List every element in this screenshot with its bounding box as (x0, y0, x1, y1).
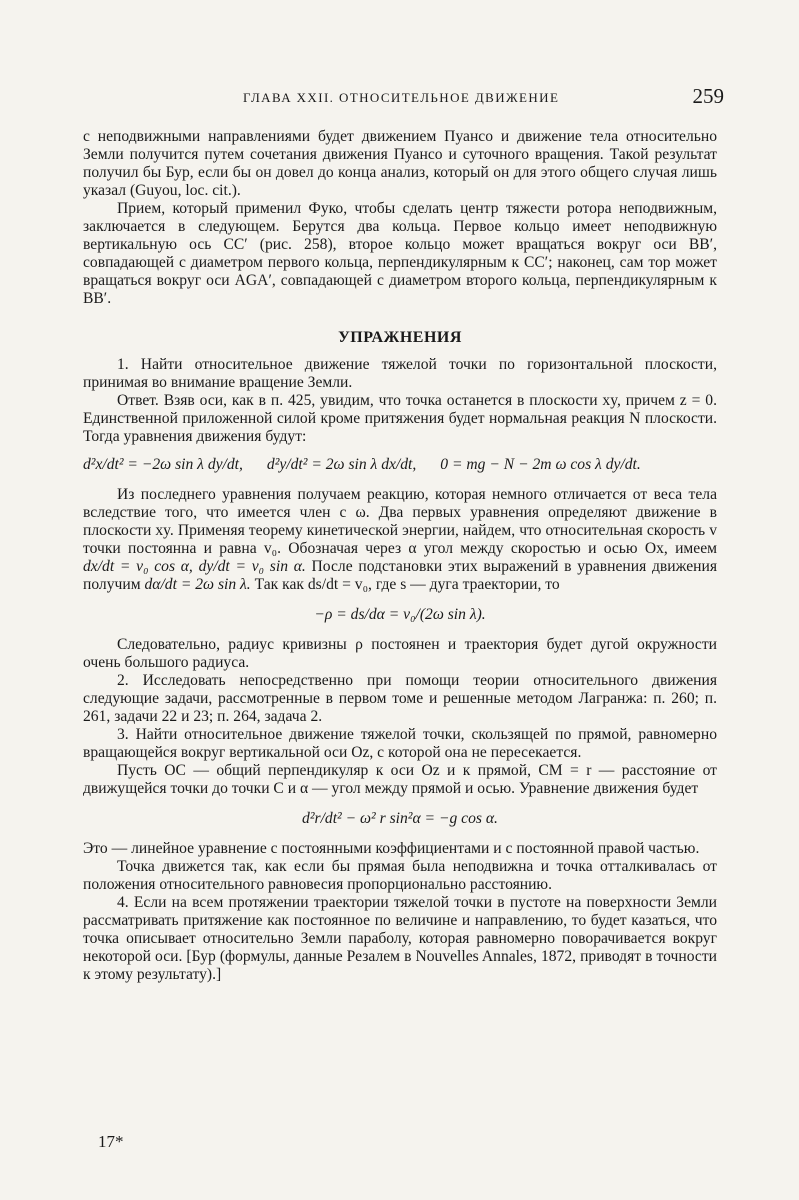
paragraph (83, 486, 717, 594)
paragraph: с неподвижными направлениями будет движением Пуансо и движение тела относительно Земли получится путем сочетания движения Пуансо и суточного вращения. Такой результат получил бы Бур, если бы он довел до конца анализ, который он для этого общего случая лишь указал (Guyou, loc. cit.). (83, 128, 717, 199)
equation-system (83, 456, 717, 474)
equation: d²y/dt² = 2ω sin λ dx/dt, (266, 456, 417, 473)
equation-display (83, 606, 717, 624)
text-run: Из последнего уравнения получаем реакцию, которая немного отличается от веса тела вследствие того, что имеется член с ω. Два первых уравнения определяют движение в плоскости xy. Применяя теорему кинетической энергии, найдем, что относительная скорость v точки постоянна и равна v₀. Обозначая через α угол между скоростью и осью Ox, имеем (83, 486, 717, 557)
equation: −ρ = ds/dα = v₀/(2ω sin λ). (314, 606, 486, 623)
paragraph: Это — линейное уравнение с постоянными коэффициентами и с постоянной правой частью. (83, 840, 700, 857)
signature-mark: 17* (98, 1132, 124, 1151)
inline-formula: dα/dt = 2ω sin λ. (144, 576, 251, 593)
paragraph: Пусть OC — общий перпендикуляр к оси Oz и к прямой, CM = r — расстояние от движущейся точки до точки C и α — угол между прямой и осью. Уравнение движения будет (83, 762, 717, 797)
text-run: Так как ds/dt = v₀, где s — дуга траектории, то (254, 576, 560, 593)
equation-display (83, 810, 717, 828)
exercise-4: 4. Если на всем протяжении траектории тяжелой точки в пустоте на поверхности Земли рассматривать притяжение как постоянное по величине и направлению, то будет казаться, что точка описывает относительно Земли параболу, которая равномерно поворачивается вокруг некоторой оси. [Бур (формулы, данные Резалем в Nouvelles Annales, 1872, приводят в точности к этому результату).] (83, 894, 717, 983)
inline-formula: dx/dt = v₀ cos α, dy/dt = v₀ sin α. (83, 558, 306, 575)
chapter-title: ГЛАВА XXII. ОТНОСИТЕЛЬНОЕ ДВИЖЕНИЕ (243, 90, 560, 105)
exercise-2: 2. Исследовать непосредственно при помощи теории относительного движения следующие задачи, рассмотренные в первом томе и решенные методом Лагранжа: п. 260; п. 261, задачи 22 и 23; п. 264, задача 2. (83, 672, 717, 725)
equation: d²x/dt² = −2ω sin λ dy/dt, (83, 456, 243, 473)
equation: d²r/dt² − ω² r sin²α = −g cos α. (302, 810, 498, 827)
exercise-1: 1. Найти относительное движение тяжелой точки по горизонтальной плоскости, принимая во внимание вращение Земли. (83, 356, 717, 391)
equation: 0 = mg − N − 2m ω cos λ dy/dt. (440, 456, 641, 473)
text-run: После подстановки этих выражений в уравнения движения получим (83, 558, 717, 593)
answer-1: Ответ. Взяв оси, как в п. 425, увидим, что точка останется в плоскости xy, причем z = 0. Единственной приложенной силой кроме притяжения будет нормальная реакция N плоскости. Тогда уравнения движения будут: (83, 392, 717, 445)
page-number: 259 (692, 84, 724, 108)
section-heading: УПРАЖНЕНИЯ (338, 329, 462, 346)
paragraph: Точка движется так, как если бы прямая была неподвижна и точка отталкивалась от положения относительного равновесия пропорционально расстоянию. (83, 858, 717, 893)
paragraph: Следовательно, радиус кривизны ρ постоянен и траектория будет дугой окружности очень большого радиуса. (83, 636, 717, 671)
exercise-3: 3. Найти относительное движение тяжелой точки, скользящей по прямой, равномерно вращающейся вокруг вертикальной оси Oz, с которой она не пересекается. (83, 726, 717, 761)
paragraph: Прием, который применил Фуко, чтобы сделать центр тяжести ротора неподвижным, заключается в следующем. Берутся два кольца. Первое кольцо имеет неподвижную вертикальную ось CC′ (рис. 258), второе кольцо может вращаться вокруг оси BB′, совпадающей с диаметром первого кольца, перпендикулярным к CC′; наконец, сам тор может вращаться вокруг оси AGA′, совпадающей с диаметром второго кольца, перпендикулярным к BB′. (83, 200, 717, 307)
body-text (83, 128, 717, 984)
